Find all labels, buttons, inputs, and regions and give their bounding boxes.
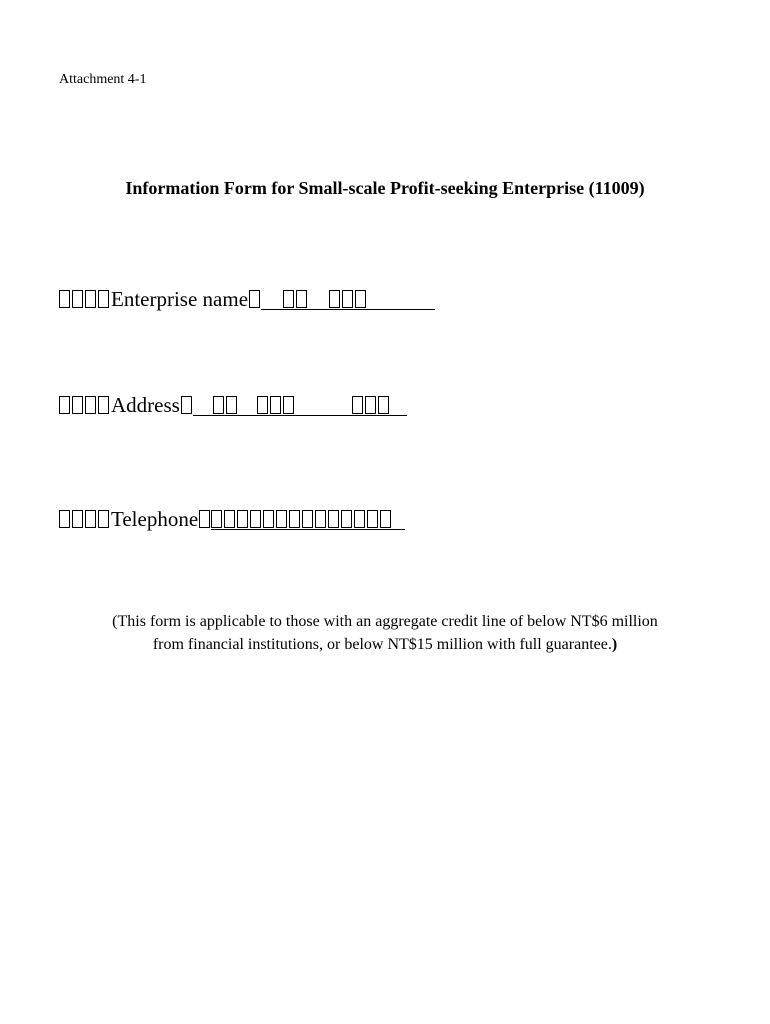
missing-glyph-box xyxy=(213,396,224,414)
missing-glyph-box xyxy=(367,510,378,528)
missing-glyph-box xyxy=(365,396,376,414)
missing-glyph-box xyxy=(72,290,83,308)
missing-glyph-box xyxy=(283,396,294,414)
missing-glyph-box xyxy=(380,510,391,528)
missing-glyph-box xyxy=(85,290,96,308)
missing-glyph-box xyxy=(98,510,109,528)
missing-glyph-box xyxy=(72,510,83,528)
missing-glyph-box xyxy=(98,396,109,414)
missing-glyph-box xyxy=(276,510,287,528)
form-title: Information Form for Small-scale Profit-seeking Enterprise (11009) xyxy=(125,178,645,198)
note-line-2 xyxy=(0,633,770,656)
note-line-2-text: from financial institutions, or below NT$15 million with full guarantee. xyxy=(152,636,612,653)
note-line-1: (This form is applicable to those with an aggregate credit line of below NT$6 million xyxy=(112,613,658,630)
missing-glyph-box xyxy=(302,510,313,528)
missing-glyph-box xyxy=(328,510,339,528)
address-label: Address xyxy=(111,393,180,417)
glyph-boxes xyxy=(59,290,109,308)
missing-glyph-box xyxy=(211,510,222,528)
missing-glyph-box xyxy=(250,510,261,528)
missing-glyph-box xyxy=(342,290,353,308)
enterprise-name-row xyxy=(59,286,435,312)
missing-glyph-box xyxy=(270,396,281,414)
missing-glyph-box xyxy=(289,510,300,528)
enterprise-name-label: Enterprise name xyxy=(111,287,249,311)
missing-glyph-box xyxy=(59,396,70,414)
missing-glyph-box xyxy=(98,290,109,308)
missing-glyph-box xyxy=(329,290,340,308)
missing-glyph-box xyxy=(355,290,366,308)
address-row xyxy=(59,392,407,418)
missing-glyph-box xyxy=(354,510,365,528)
telephone-label: Telephone xyxy=(111,507,199,531)
missing-glyph-box xyxy=(85,510,96,528)
telephone-row xyxy=(59,506,405,532)
missing-glyph-box xyxy=(224,510,235,528)
missing-glyph-box xyxy=(249,290,260,308)
missing-glyph-box xyxy=(283,290,294,308)
glyph-boxes xyxy=(59,396,109,414)
missing-glyph-box xyxy=(296,290,307,308)
note-closing-paren: ) xyxy=(611,636,618,653)
missing-glyph-box xyxy=(59,510,70,528)
missing-glyph-box xyxy=(315,510,326,528)
attachment-label: Attachment 4-1 xyxy=(59,72,147,87)
missing-glyph-box xyxy=(263,510,274,528)
missing-glyph-box xyxy=(257,396,268,414)
missing-glyph-box xyxy=(199,510,210,528)
missing-glyph-box xyxy=(341,510,352,528)
missing-glyph-box xyxy=(378,396,389,414)
telephone-field[interactable] xyxy=(211,508,405,530)
missing-glyph-box xyxy=(181,396,192,414)
missing-glyph-box xyxy=(72,396,83,414)
missing-glyph-box xyxy=(85,396,96,414)
enterprise-name-field[interactable] xyxy=(261,288,435,310)
glyph-boxes xyxy=(59,510,109,528)
address-field[interactable] xyxy=(193,394,407,416)
applicability-note xyxy=(0,610,770,656)
missing-glyph-box xyxy=(59,290,70,308)
missing-glyph-box xyxy=(352,396,363,414)
missing-glyph-box xyxy=(226,396,237,414)
missing-glyph-box xyxy=(237,510,248,528)
